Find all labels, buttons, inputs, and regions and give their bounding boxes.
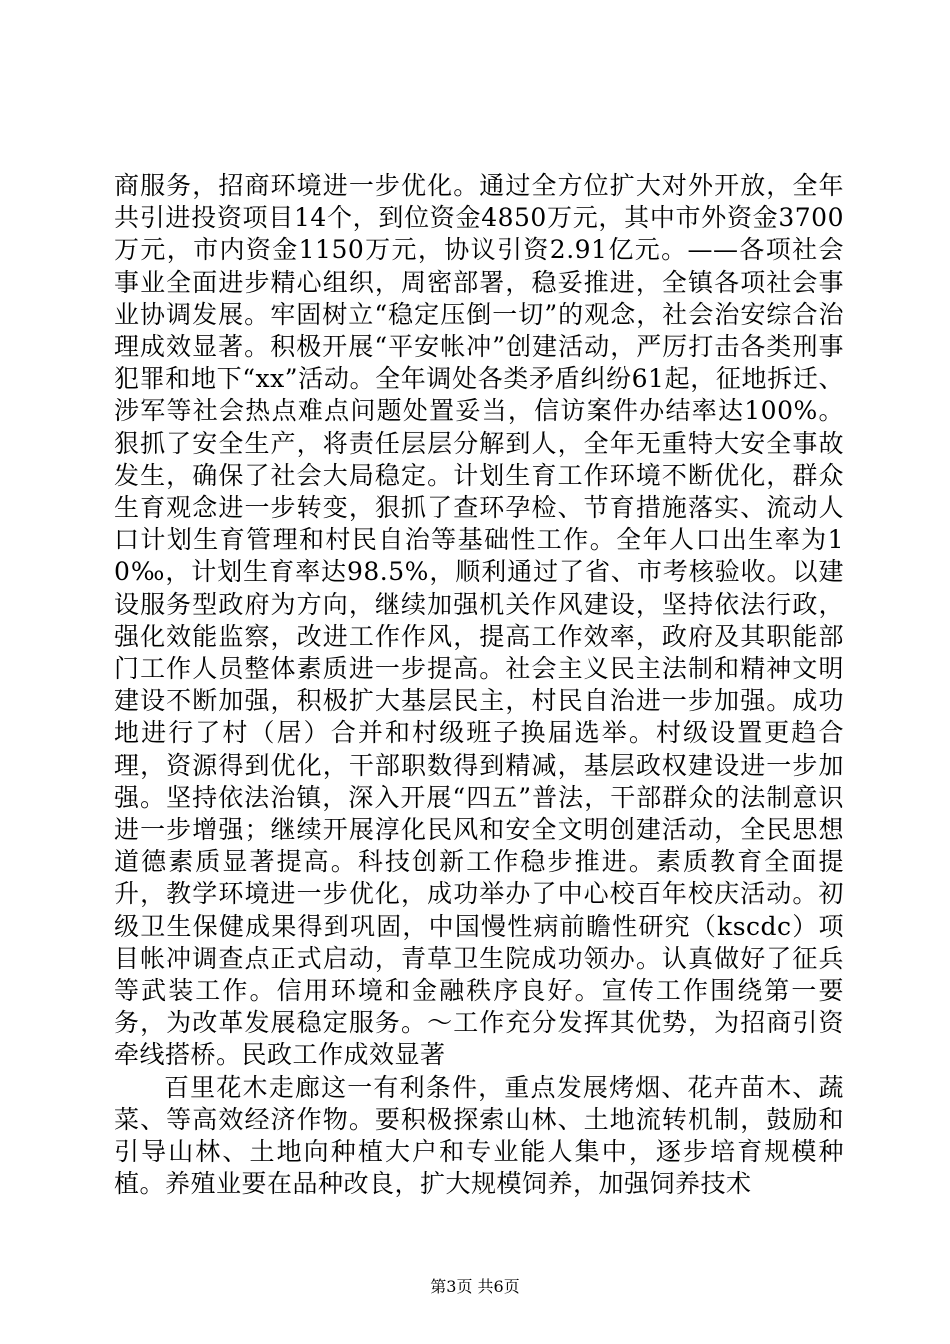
page-footer: 第3页 共6页 [430,1277,520,1296]
paragraph-1: 商服务，招商环境进一步优化。通过全方位扩大对外开放，全年共引进投资项目14个，到位资金4850万元，其中市外资金3700万元，市内资金1150万元，协议引资2.91亿元。——各项社会事业全面进步精心组织，周密部署，稳妥推进，全镇各项社会事业协调发展。牢固树立“稳定压倒一切”的观念，社会治安综合治理成效显著。积极开展“平安帐冲”创建活动，严厉打击各类刑事犯罪和地下“xx”活动。全年调处各类矛盾纠纷61起，征地拆迁、涉军等社会热点难点问题处置妥当，信访案件办结率达100%。狠抓了安全生产，将责任层层分解到人，全年无重特大安全事故发生，确保了社会大局稳定。计划生育工作环境不断优化，群众生育观念进一步转变，狠抓了查环孕检、节育措施落实、流动人口计划生育管理和村民自治等基础性工作。全年人口出生率为10‰，计划生育率达98.5%，顺利通过了省、市考核验收。以建设服务型政府为方向，继续加强机关作风建设，坚持依法行政，强化效能监察，改进工作作风，提高工作效率，政府及其职能部门工作人员整体素质进一步提高。社会主义民主法制和精神文明建设不断加强，积极扩大基层民主，村民自治进一步加强。成功地进行了村（居）合并和村级班子换届选举。村级设置更趋合理，资源得到优化，干部职数得到精减，基层政权建设进一步加强。坚持依法治镇，深入开展“四五”普法，干部群众的法制意识进一步增强；继续开展淳化民风和安全文明创建活动，全民思想道德素质显著提高。科技创新工作稳步推进。素质教育全面提升，教学环境进一步优化，成功举办了中心校百年校庆活动。初级卫生保健成果得到巩固，中国慢性病前瞻性研究（kscdc）项目帐冲调查点正式启动，青草卫生院成功领办。认真做好了征兵等武装工作。信用环境和金融秩序良好。宣传工作围绕第一要务，为改革发展稳定服务。～工作充分发挥其优势，为招商引资牵线搭桥。民政工作成效显著 [114,171,844,1070]
document-body [114,170,844,1201]
paragraph-2: 百里花木走廊这一有利条件，重点发展烤烟、花卉苗木、蔬菜、等高效经济作物。要积极探索山林、土地流转机制，鼓励和引导山林、土地向种植大户和专业能人集中，逐步培育规模种植。养殖业要在品种改良，扩大规模饲养，加强饲养技术 [114,1072,844,1199]
